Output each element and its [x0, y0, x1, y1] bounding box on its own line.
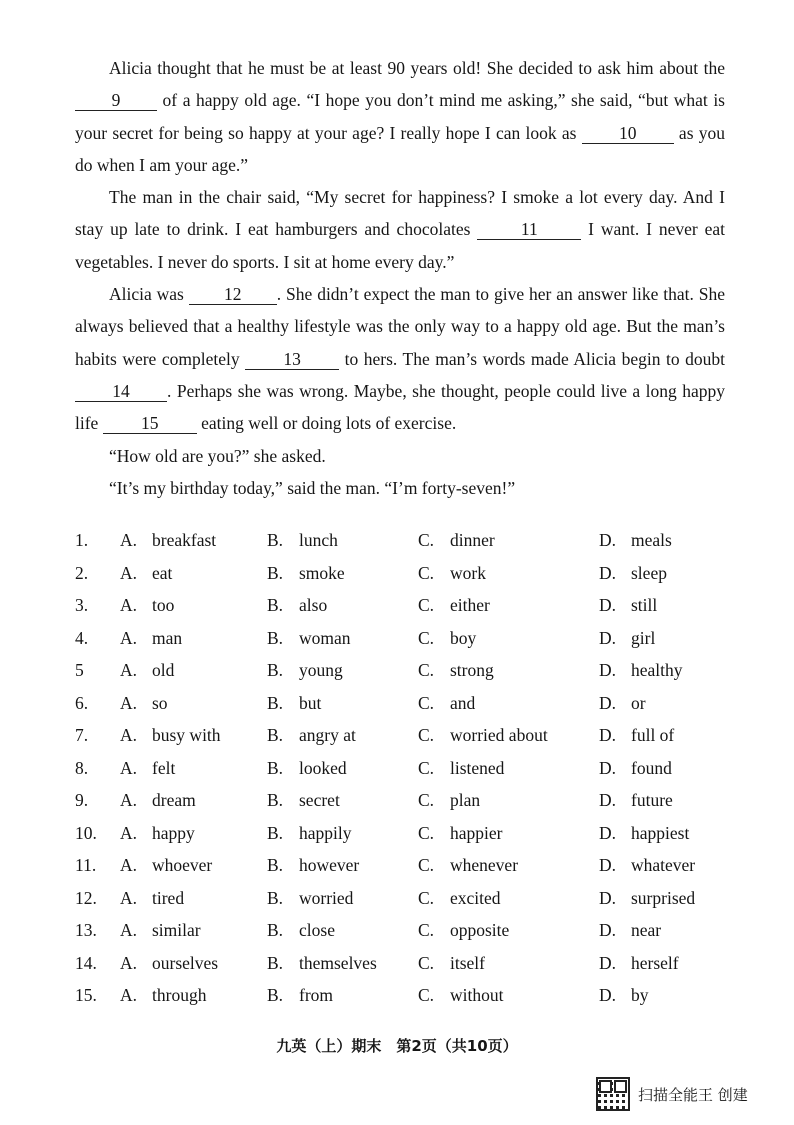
option-c [418, 589, 490, 622]
option-letter: C. [418, 757, 435, 778]
option-text: dinner [450, 530, 495, 550]
option-c [418, 947, 485, 980]
question-number: 11. [75, 855, 97, 875]
passage-text: Alicia was [109, 284, 189, 305]
question-row [75, 557, 755, 590]
question-row [75, 687, 755, 720]
option-b [267, 622, 351, 655]
option-a [120, 687, 168, 720]
question-number: 14. [75, 952, 97, 973]
option-letter: D. [599, 985, 617, 1005]
option-b [267, 979, 333, 1012]
option-c [418, 524, 495, 557]
option-text: from [299, 985, 334, 1005]
option-b [267, 947, 377, 980]
option-b [267, 752, 347, 785]
option-letter: B. [267, 562, 284, 583]
option-letter: B. [267, 660, 284, 680]
option-letter: B. [267, 757, 284, 778]
option-text: work [450, 562, 486, 583]
question-number: 5 [75, 660, 84, 680]
option-letter: B. [267, 790, 284, 810]
option-b [267, 557, 345, 590]
passage-text: eating well or doing lots of exercise. [196, 413, 457, 434]
blank-15: 15 [103, 413, 197, 434]
option-letter: D. [599, 855, 617, 875]
option-b [267, 784, 340, 817]
option-c [418, 622, 476, 655]
question-number: 8. [75, 757, 89, 778]
option-letter: A. [120, 692, 138, 713]
question-row [75, 979, 755, 1012]
option-letter: A. [120, 757, 138, 778]
option-a [120, 784, 196, 817]
option-text: but [299, 692, 322, 713]
option-text: secret [299, 790, 340, 810]
passage-text: . Perhaps she was wrong. Maybe, she thought, people could live a long happy life [75, 380, 725, 434]
blank-11: 11 [477, 219, 581, 240]
option-b [267, 687, 321, 720]
option-letter: C. [418, 855, 435, 875]
option-text: through [152, 985, 207, 1005]
option-letter: B. [267, 627, 284, 648]
option-letter: B. [267, 595, 284, 615]
question-number: 13. [75, 920, 97, 940]
option-letter: B. [267, 887, 284, 908]
option-text: happier [450, 822, 503, 843]
option-a [120, 849, 212, 882]
option-letter: B. [267, 725, 284, 745]
option-letter: D. [599, 725, 617, 745]
option-text: smoke [299, 562, 345, 583]
page-footer: 九英（上）期末 第2页（共10页） [276, 1037, 518, 1055]
option-letter: D. [599, 790, 617, 810]
option-letter: B. [267, 952, 284, 973]
option-c [418, 557, 486, 590]
option-letter: A. [120, 595, 138, 615]
passage-paragraph-5: “It’s my birthday today,” said the man. “I’m forty-seven!” [109, 477, 516, 498]
option-letter: D. [599, 822, 617, 843]
option-a [120, 752, 175, 785]
passage-text: of a happy old age. “I hope you don’t mind me asking,” she said, “but what is your secret for being so happy at your age? I really hope I can look as [75, 90, 725, 143]
option-d [599, 687, 646, 720]
question-number: 7. [75, 725, 89, 745]
option-b [267, 882, 353, 915]
option-a [120, 589, 174, 622]
option-text: strong [450, 660, 494, 680]
option-text: similar [152, 920, 201, 940]
option-letter: D. [599, 562, 617, 583]
option-letter: C. [418, 627, 435, 648]
option-c [418, 752, 504, 785]
option-b [267, 524, 338, 557]
option-c [418, 849, 518, 882]
blank-9: 9 [75, 90, 157, 111]
option-letter: A. [120, 920, 138, 940]
option-text: happiest [631, 822, 690, 843]
option-letter: D. [599, 952, 617, 973]
option-text: sleep [631, 562, 667, 583]
option-letter: C. [418, 595, 435, 615]
question-row [75, 524, 755, 557]
multiple-choice-options [75, 524, 755, 1012]
option-a [120, 622, 182, 655]
option-d [599, 752, 672, 785]
question-row [75, 784, 755, 817]
option-c [418, 784, 480, 817]
question-row [75, 589, 755, 622]
option-d [599, 882, 695, 915]
option-b [267, 817, 352, 850]
question-row [75, 947, 755, 980]
option-letter: B. [267, 692, 284, 713]
option-letter: A. [120, 790, 138, 810]
option-text: dream [152, 790, 196, 810]
option-text: listened [450, 757, 505, 778]
option-text: meals [631, 530, 672, 550]
option-text: eat [152, 562, 173, 583]
option-text: close [299, 920, 335, 940]
option-text: tired [152, 887, 185, 908]
option-letter: D. [599, 530, 617, 550]
reading-passage [75, 52, 725, 504]
option-d [599, 557, 667, 590]
qr-code-icon [596, 1077, 630, 1111]
option-text: worried [299, 887, 354, 908]
blank-12: 12 [189, 284, 277, 305]
option-text: girl [631, 627, 656, 648]
option-letter: C. [418, 725, 435, 745]
option-letter: C. [418, 822, 435, 843]
option-letter: C. [418, 920, 435, 940]
option-a [120, 817, 195, 850]
option-b [267, 719, 356, 752]
option-a [120, 654, 174, 687]
question-number: 9. [75, 790, 89, 810]
option-text: either [450, 595, 490, 615]
option-text: plan [450, 790, 481, 810]
option-b [267, 654, 343, 687]
blank-13: 13 [245, 349, 339, 370]
question-number: 15. [75, 985, 97, 1005]
option-text: whoever [152, 855, 213, 875]
question-number: 3. [75, 595, 89, 615]
option-letter: B. [267, 985, 284, 1005]
question-row [75, 654, 755, 687]
question-number: 2. [75, 562, 89, 583]
option-text: young [299, 660, 343, 680]
question-row [75, 882, 755, 915]
passage-text: Alicia thought that he must be at least 90 years old! She decided to ask him about the [109, 58, 725, 78]
option-letter: A. [120, 627, 138, 648]
option-text: found [631, 757, 672, 778]
question-row [75, 622, 755, 655]
option-text: surprised [631, 887, 696, 908]
option-d [599, 784, 673, 817]
passage-paragraph-1 [75, 52, 725, 181]
option-text: too [152, 595, 175, 615]
option-text: old [152, 660, 175, 680]
option-text: excited [450, 887, 501, 908]
option-letter: A. [120, 985, 138, 1005]
question-number: 10. [75, 822, 97, 843]
option-d [599, 622, 655, 655]
option-letter: D. [599, 692, 617, 713]
option-letter: D. [599, 920, 617, 940]
question-number: 1. [75, 530, 89, 550]
option-c [418, 914, 509, 947]
option-letter: C. [418, 660, 435, 680]
option-text: full of [631, 725, 675, 745]
question-row [75, 719, 755, 752]
option-text: worried about [450, 725, 548, 745]
option-text: also [299, 595, 328, 615]
passage-text: I want. I never eat vegetables. I never do sports. I sit at home every day.” [75, 219, 725, 272]
option-b [267, 849, 359, 882]
option-d [599, 817, 689, 850]
option-d [599, 914, 661, 947]
question-row [75, 817, 755, 850]
watermark-text: 扫描全能王 创建 [638, 1085, 748, 1104]
option-text: itself [450, 952, 485, 973]
option-letter: C. [418, 790, 435, 810]
passage-text: to hers. The man’s words made Alicia begin to doubt [339, 348, 725, 369]
option-d [599, 654, 683, 687]
option-letter: B. [267, 855, 284, 875]
option-a [120, 524, 216, 557]
option-text: looked [299, 757, 347, 778]
option-text: herself [631, 952, 679, 973]
option-d [599, 524, 672, 557]
option-c [418, 817, 502, 850]
option-letter: A. [120, 562, 138, 583]
option-text: or [631, 692, 646, 713]
question-number: 12. [75, 887, 97, 908]
question-number: 6. [75, 692, 89, 713]
question-row [75, 849, 755, 882]
option-text: happily [299, 822, 352, 843]
option-text: whatever [631, 855, 696, 875]
option-c [418, 687, 475, 720]
option-text: happy [152, 822, 195, 843]
option-text: felt [152, 757, 176, 778]
option-d [599, 589, 657, 622]
option-c [418, 882, 501, 915]
option-letter: C. [418, 887, 435, 908]
option-text: angry at [299, 725, 356, 745]
option-b [267, 914, 335, 947]
option-c [418, 979, 503, 1012]
passage-text: . She didn’t expect the man to give her an answer like that. She always believed that a healthy lifestyle was the only way to a happy old age. But the man’s habits were completely [75, 284, 725, 369]
option-text: and [450, 692, 476, 713]
option-letter: D. [599, 595, 617, 615]
option-text: still [631, 595, 658, 615]
option-text: man [152, 627, 183, 648]
scanner-watermark [596, 1077, 748, 1111]
option-letter: D. [599, 887, 617, 908]
option-letter: A. [120, 887, 138, 908]
option-letter: D. [599, 757, 617, 778]
option-letter: C. [418, 952, 435, 973]
option-a [120, 882, 184, 915]
option-letter: A. [120, 822, 138, 843]
option-text: future [631, 790, 673, 810]
passage-paragraph-2 [75, 181, 725, 278]
option-c [418, 654, 494, 687]
option-d [599, 719, 674, 752]
option-text: so [152, 692, 168, 713]
option-c [418, 719, 548, 752]
option-letter: C. [418, 692, 435, 713]
option-letter: B. [267, 920, 284, 940]
option-text: lunch [299, 530, 338, 550]
option-a [120, 979, 206, 1012]
option-letter: A. [120, 530, 138, 550]
option-letter: A. [120, 660, 138, 680]
blank-10: 10 [582, 123, 674, 144]
option-b [267, 589, 327, 622]
option-a [120, 914, 201, 947]
option-text: whenever [450, 855, 519, 875]
option-text: boy [450, 627, 477, 648]
passage-text: as you do when I am your age.” [75, 122, 726, 175]
option-text: without [450, 985, 504, 1005]
question-row [75, 752, 755, 785]
option-text: healthy [631, 660, 683, 680]
option-text: however [299, 855, 360, 875]
option-letter: A. [120, 952, 138, 973]
passage-paragraph-3 [75, 278, 725, 439]
option-text: opposite [450, 920, 510, 940]
option-letter: B. [267, 530, 284, 550]
option-text: ourselves [152, 952, 219, 973]
option-a [120, 947, 218, 980]
option-letter: D. [599, 660, 617, 680]
option-text: by [631, 985, 649, 1005]
question-row [75, 914, 755, 947]
option-letter: A. [120, 855, 138, 875]
option-text: themselves [299, 952, 377, 973]
blank-14: 14 [75, 381, 167, 402]
option-letter: B. [267, 822, 284, 843]
option-text: near [631, 920, 662, 940]
option-d [599, 979, 649, 1012]
option-letter: D. [599, 627, 617, 648]
option-a [120, 557, 172, 590]
option-a [120, 719, 221, 752]
question-number: 4. [75, 627, 89, 648]
passage-text: The man in the chair said, “My secret for happiness? I smoke a lot every day. And I stay up late to drink. I eat hamburgers and chocolates [75, 187, 725, 240]
option-d [599, 947, 679, 980]
option-letter: C. [418, 530, 435, 550]
passage-paragraph-4: “How old are you?” she asked. [109, 445, 326, 466]
option-letter: C. [418, 985, 435, 1005]
option-letter: C. [418, 562, 435, 583]
option-text: woman [299, 627, 351, 648]
option-letter: A. [120, 725, 138, 745]
option-d [599, 849, 695, 882]
option-text: busy with [152, 725, 221, 745]
option-text: breakfast [152, 530, 217, 550]
